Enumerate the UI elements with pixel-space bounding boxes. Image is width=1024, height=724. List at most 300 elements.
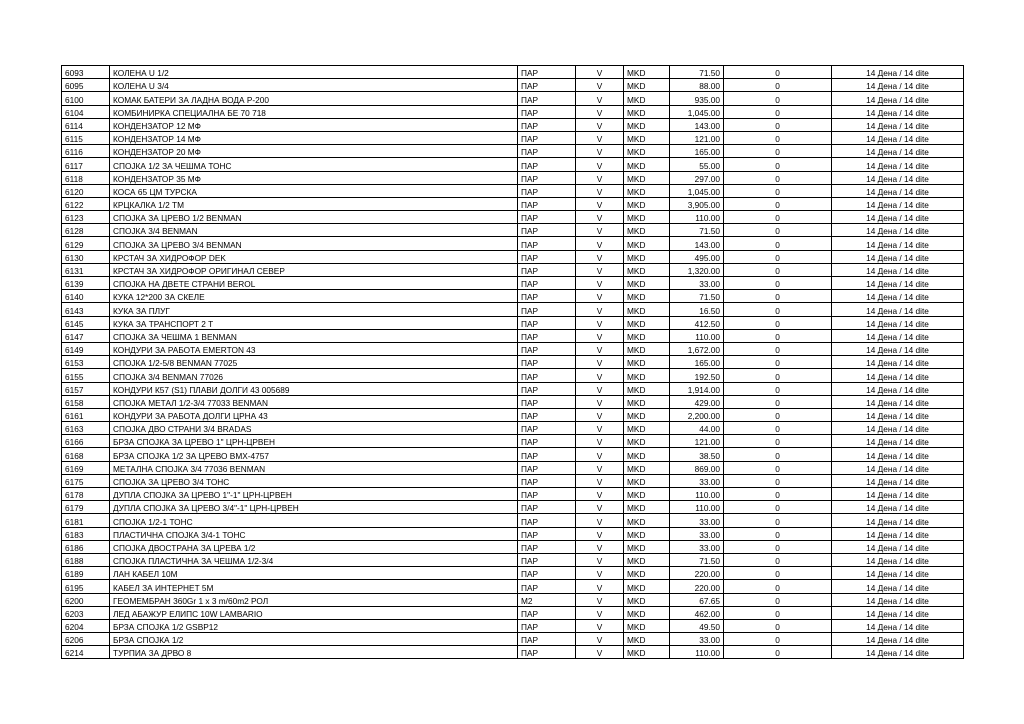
table-row	[62, 145, 964, 158]
item-code-cell: 6147	[62, 329, 110, 342]
item-name-cell: КОНДЕНЗАТОР 14 МФ	[110, 131, 518, 144]
item-name-cell: СПОЈКА 1/2-1 ТОНС	[110, 514, 518, 527]
table-row	[62, 211, 964, 224]
delivery-time-cell: 14 Дена / 14 dite	[832, 342, 964, 355]
vat-mark-cell: V	[576, 593, 624, 606]
item-name-cell: БРЗА СПОЈКА 1/2	[110, 633, 518, 646]
quantity-cell: 0	[724, 488, 832, 501]
currency-cell: MKD	[624, 79, 670, 92]
currency-cell: MKD	[624, 369, 670, 382]
table-row	[62, 184, 964, 197]
item-name-cell: СПОЈКА 1/2-5/8 BENMAN 77025	[110, 356, 518, 369]
unit-of-measure-cell: ПАР	[518, 145, 576, 158]
unit-price-cell: 110.00	[670, 211, 724, 224]
quantity-cell: 0	[724, 474, 832, 487]
currency-cell: MKD	[624, 224, 670, 237]
item-name-cell: СПОЈКА ДВОСТРАНА ЗА ЦРЕВА 1/2	[110, 540, 518, 553]
item-name-cell: КРСТАЧ ЗА ХИДРОФОР DEK	[110, 250, 518, 263]
item-code-cell: 6163	[62, 422, 110, 435]
unit-price-cell: 165.00	[670, 356, 724, 369]
delivery-time-cell: 14 Дена / 14 dite	[832, 408, 964, 421]
vat-mark-cell: V	[576, 105, 624, 118]
table-row	[62, 197, 964, 210]
unit-price-cell: 49.50	[670, 619, 724, 632]
unit-of-measure-cell: ПАР	[518, 197, 576, 210]
quantity-cell: 0	[724, 342, 832, 355]
vat-mark-cell: V	[576, 435, 624, 448]
vat-mark-cell: V	[576, 224, 624, 237]
unit-price-cell: 1,320.00	[670, 263, 724, 276]
delivery-time-cell: 14 Дена / 14 dite	[832, 316, 964, 329]
item-name-cell: ПЛАСТИЧНА СПОЈКА 3/4-1 ТОНС	[110, 527, 518, 540]
currency-cell: MKD	[624, 567, 670, 580]
item-name-cell: ДУПЛА СПОЈКА ЗА ЦРЕВО 3/4"-1" ЦРН-ЦРВЕН	[110, 501, 518, 514]
unit-of-measure-cell: ПАР	[518, 329, 576, 342]
delivery-time-cell: 14 Дена / 14 dite	[832, 435, 964, 448]
item-code-cell: 6153	[62, 356, 110, 369]
table-row	[62, 250, 964, 263]
currency-cell: MKD	[624, 606, 670, 619]
vat-mark-cell: V	[576, 527, 624, 540]
delivery-time-cell: 14 Дена / 14 dite	[832, 250, 964, 263]
delivery-time-cell: 14 Дена / 14 dite	[832, 448, 964, 461]
unit-of-measure-cell: ПАР	[518, 580, 576, 593]
unit-price-cell: 67.65	[670, 593, 724, 606]
unit-price-cell: 1,914.00	[670, 382, 724, 395]
item-code-cell: 6189	[62, 567, 110, 580]
item-name-cell: БРЗА СПОЈКА 1/2 ЗА ЦРЕВО BMX-4757	[110, 448, 518, 461]
unit-price-cell: 33.00	[670, 540, 724, 553]
item-name-cell: КОМБИНИРКА СПЕЦИАЛНА БЕ 70 718	[110, 105, 518, 118]
vat-mark-cell: V	[576, 646, 624, 659]
delivery-time-cell: 14 Дена / 14 dite	[832, 145, 964, 158]
table-row	[62, 540, 964, 553]
table-row	[62, 580, 964, 593]
item-name-cell: СПОЈКА ДВО СТРАНИ 3/4 BRADAS	[110, 422, 518, 435]
unit-price-cell: 110.00	[670, 646, 724, 659]
table-row	[62, 237, 964, 250]
quantity-cell: 0	[724, 211, 832, 224]
item-code-cell: 6143	[62, 303, 110, 316]
currency-cell: MKD	[624, 633, 670, 646]
table-row	[62, 303, 964, 316]
delivery-time-cell: 14 Дена / 14 dite	[832, 211, 964, 224]
table-row	[62, 105, 964, 118]
unit-price-cell: 220.00	[670, 580, 724, 593]
vat-mark-cell: V	[576, 171, 624, 184]
quantity-cell: 0	[724, 553, 832, 566]
item-name-cell: ТУРПИА ЗА ДРВО 8	[110, 646, 518, 659]
delivery-time-cell: 14 Дена / 14 dite	[832, 66, 964, 79]
delivery-time-cell: 14 Дена / 14 dite	[832, 118, 964, 131]
item-name-cell: СПОЈКА НА ДВЕТЕ СТРАНИ BEROL	[110, 277, 518, 290]
unit-of-measure-cell: ПАР	[518, 277, 576, 290]
unit-price-cell: 33.00	[670, 514, 724, 527]
currency-cell: MKD	[624, 448, 670, 461]
delivery-time-cell: 14 Дена / 14 dite	[832, 619, 964, 632]
currency-cell: MKD	[624, 461, 670, 474]
vat-mark-cell: V	[576, 66, 624, 79]
unit-price-cell: 121.00	[670, 435, 724, 448]
item-code-cell: 6178	[62, 488, 110, 501]
vat-mark-cell: V	[576, 211, 624, 224]
quantity-cell: 0	[724, 395, 832, 408]
table-row	[62, 158, 964, 171]
unit-price-cell: 71.50	[670, 290, 724, 303]
item-name-cell: КОНДЕНЗАТОР 12 МФ	[110, 118, 518, 131]
table-row	[62, 606, 964, 619]
quantity-cell: 0	[724, 237, 832, 250]
unit-of-measure-cell: ПАР	[518, 553, 576, 566]
currency-cell: MKD	[624, 553, 670, 566]
unit-price-cell: 143.00	[670, 237, 724, 250]
delivery-time-cell: 14 Дена / 14 dite	[832, 553, 964, 566]
quantity-cell: 0	[724, 277, 832, 290]
item-code-cell: 6158	[62, 395, 110, 408]
item-name-cell: КОНДЕНЗАТОР 35 МФ	[110, 171, 518, 184]
quantity-cell: 0	[724, 290, 832, 303]
delivery-time-cell: 14 Дена / 14 dite	[832, 606, 964, 619]
unit-price-cell: 429.00	[670, 395, 724, 408]
vat-mark-cell: V	[576, 461, 624, 474]
currency-cell: MKD	[624, 646, 670, 659]
price-list-table	[61, 65, 964, 659]
table-row	[62, 593, 964, 606]
item-name-cell: СПОЈКА ЗА ЦРЕВО 3/4 ТОНС	[110, 474, 518, 487]
table-row	[62, 461, 964, 474]
quantity-cell: 0	[724, 145, 832, 158]
table-row	[62, 422, 964, 435]
delivery-time-cell: 14 Дена / 14 dite	[832, 184, 964, 197]
delivery-time-cell: 14 Дена / 14 dite	[832, 474, 964, 487]
unit-price-cell: 192.50	[670, 369, 724, 382]
currency-cell: MKD	[624, 514, 670, 527]
delivery-time-cell: 14 Дена / 14 dite	[832, 527, 964, 540]
quantity-cell: 0	[724, 224, 832, 237]
delivery-time-cell: 14 Дена / 14 dite	[832, 514, 964, 527]
vat-mark-cell: V	[576, 580, 624, 593]
item-code-cell: 6115	[62, 131, 110, 144]
currency-cell: MKD	[624, 92, 670, 105]
item-name-cell: СПОЈКА ПЛАСТИЧНА ЗА ЧЕШМА 1/2-3/4	[110, 553, 518, 566]
item-code-cell: 6104	[62, 105, 110, 118]
table-row	[62, 567, 964, 580]
currency-cell: MKD	[624, 501, 670, 514]
vat-mark-cell: V	[576, 290, 624, 303]
vat-mark-cell: V	[576, 303, 624, 316]
currency-cell: MKD	[624, 382, 670, 395]
unit-of-measure-cell: ПАР	[518, 342, 576, 355]
vat-mark-cell: V	[576, 422, 624, 435]
item-name-cell: КУКА 12*200 ЗА СКЕЛЕ	[110, 290, 518, 303]
item-name-cell: КОСА 65 ЦМ ТУРСКА	[110, 184, 518, 197]
delivery-time-cell: 14 Дена / 14 dite	[832, 290, 964, 303]
currency-cell: MKD	[624, 593, 670, 606]
currency-cell: MKD	[624, 211, 670, 224]
quantity-cell: 0	[724, 540, 832, 553]
delivery-time-cell: 14 Дена / 14 dite	[832, 369, 964, 382]
currency-cell: MKD	[624, 118, 670, 131]
vat-mark-cell: V	[576, 342, 624, 355]
item-code-cell: 6128	[62, 224, 110, 237]
table-row	[62, 92, 964, 105]
table-row	[62, 118, 964, 131]
item-code-cell: 6206	[62, 633, 110, 646]
quantity-cell: 0	[724, 382, 832, 395]
quantity-cell: 0	[724, 606, 832, 619]
item-name-cell: СПОЈКА МЕТАЛ 1/2-3/4 77033 BENMAN	[110, 395, 518, 408]
table-row	[62, 435, 964, 448]
table-row	[62, 527, 964, 540]
item-code-cell: 6188	[62, 553, 110, 566]
table-row	[62, 316, 964, 329]
vat-mark-cell: V	[576, 369, 624, 382]
unit-of-measure-cell: ПАР	[518, 514, 576, 527]
quantity-cell: 0	[724, 408, 832, 421]
vat-mark-cell: V	[576, 488, 624, 501]
item-name-cell: СПОЈКА 3/4 BENMAN 77026	[110, 369, 518, 382]
currency-cell: MKD	[624, 171, 670, 184]
unit-of-measure-cell: ПАР	[518, 158, 576, 171]
vat-mark-cell: V	[576, 79, 624, 92]
unit-of-measure-cell: ПАР	[518, 474, 576, 487]
unit-price-cell: 3,905.00	[670, 197, 724, 210]
item-code-cell: 6123	[62, 211, 110, 224]
item-code-cell: 6204	[62, 619, 110, 632]
unit-price-cell: 495.00	[670, 250, 724, 263]
vat-mark-cell: V	[576, 514, 624, 527]
quantity-cell: 0	[724, 316, 832, 329]
unit-of-measure-cell: ПАР	[518, 422, 576, 435]
currency-cell: MKD	[624, 316, 670, 329]
currency-cell: MKD	[624, 435, 670, 448]
unit-of-measure-cell: ПАР	[518, 66, 576, 79]
quantity-cell: 0	[724, 619, 832, 632]
item-name-cell: БРЗА СПОЈКА ЗА ЦРЕВО 1" ЦРН-ЦРВЕН	[110, 435, 518, 448]
vat-mark-cell: V	[576, 553, 624, 566]
quantity-cell: 0	[724, 369, 832, 382]
unit-of-measure-cell: ПАР	[518, 501, 576, 514]
quantity-cell: 0	[724, 92, 832, 105]
unit-of-measure-cell: ПАР	[518, 448, 576, 461]
item-name-cell: КОЛЕНА U 1/2	[110, 66, 518, 79]
table-row	[62, 488, 964, 501]
item-name-cell: КОНДУРИ ЗА РАБОТА ДОЛГИ ЦРНА 43	[110, 408, 518, 421]
item-code-cell: 6155	[62, 369, 110, 382]
unit-price-cell: 462.00	[670, 606, 724, 619]
vat-mark-cell: V	[576, 501, 624, 514]
vat-mark-cell: V	[576, 474, 624, 487]
quantity-cell: 0	[724, 329, 832, 342]
quantity-cell: 0	[724, 171, 832, 184]
table-row	[62, 79, 964, 92]
quantity-cell: 0	[724, 66, 832, 79]
currency-cell: MKD	[624, 66, 670, 79]
item-name-cell: КУКА ЗА ПЛУГ	[110, 303, 518, 316]
unit-price-cell: 935.00	[670, 92, 724, 105]
unit-price-cell: 71.50	[670, 224, 724, 237]
vat-mark-cell: V	[576, 567, 624, 580]
unit-of-measure-cell: ПАР	[518, 131, 576, 144]
unit-of-measure-cell: ПАР	[518, 211, 576, 224]
vat-mark-cell: V	[576, 263, 624, 276]
quantity-cell: 0	[724, 303, 832, 316]
vat-mark-cell: V	[576, 184, 624, 197]
vat-mark-cell: V	[576, 540, 624, 553]
item-code-cell: 6131	[62, 263, 110, 276]
currency-cell: MKD	[624, 105, 670, 118]
unit-of-measure-cell: ПАР	[518, 92, 576, 105]
table-row	[62, 408, 964, 421]
unit-of-measure-cell: ПАР	[518, 408, 576, 421]
vat-mark-cell: V	[576, 250, 624, 263]
item-name-cell: БРЗА СПОЈКА 1/2 GSBP12	[110, 619, 518, 632]
currency-cell: MKD	[624, 488, 670, 501]
unit-of-measure-cell: ПАР	[518, 633, 576, 646]
table-row	[62, 646, 964, 659]
vat-mark-cell: V	[576, 395, 624, 408]
currency-cell: MKD	[624, 197, 670, 210]
currency-cell: MKD	[624, 184, 670, 197]
unit-price-cell: 1,045.00	[670, 105, 724, 118]
table-row	[62, 501, 964, 514]
item-name-cell: КАБЕЛ ЗА ИНТЕРНЕТ 5M	[110, 580, 518, 593]
delivery-time-cell: 14 Дена / 14 dite	[832, 461, 964, 474]
item-code-cell: 6161	[62, 408, 110, 421]
unit-of-measure-cell: ПАР	[518, 382, 576, 395]
vat-mark-cell: V	[576, 158, 624, 171]
currency-cell: MKD	[624, 474, 670, 487]
item-name-cell: СПОЈКА ЗА ЦРЕВО 3/4 BENMAN	[110, 237, 518, 250]
unit-price-cell: 71.50	[670, 553, 724, 566]
item-name-cell: СПОЈКА ЗА ЦРЕВО 1/2 BENMAN	[110, 211, 518, 224]
item-code-cell: 6203	[62, 606, 110, 619]
unit-price-cell: 16.50	[670, 303, 724, 316]
quantity-cell: 0	[724, 422, 832, 435]
unit-of-measure-cell: ПАР	[518, 224, 576, 237]
unit-of-measure-cell: M2	[518, 593, 576, 606]
unit-of-measure-cell: ПАР	[518, 646, 576, 659]
unit-of-measure-cell: ПАР	[518, 184, 576, 197]
vat-mark-cell: V	[576, 197, 624, 210]
delivery-time-cell: 14 Дена / 14 dite	[832, 237, 964, 250]
unit-of-measure-cell: ПАР	[518, 237, 576, 250]
item-name-cell: КОЛЕНА U 3/4	[110, 79, 518, 92]
currency-cell: MKD	[624, 408, 670, 421]
item-code-cell: 6175	[62, 474, 110, 487]
item-code-cell: 6168	[62, 448, 110, 461]
unit-price-cell: 71.50	[670, 66, 724, 79]
delivery-time-cell: 14 Дена / 14 dite	[832, 382, 964, 395]
currency-cell: MKD	[624, 158, 670, 171]
item-code-cell: 6093	[62, 66, 110, 79]
quantity-cell: 0	[724, 593, 832, 606]
unit-price-cell: 33.00	[670, 474, 724, 487]
unit-of-measure-cell: ПАР	[518, 290, 576, 303]
table-row	[62, 514, 964, 527]
currency-cell: MKD	[624, 237, 670, 250]
unit-of-measure-cell: ПАР	[518, 435, 576, 448]
currency-cell: MKD	[624, 290, 670, 303]
table-row	[62, 474, 964, 487]
item-code-cell: 6214	[62, 646, 110, 659]
vat-mark-cell: V	[576, 131, 624, 144]
unit-of-measure-cell: ПАР	[518, 118, 576, 131]
unit-of-measure-cell: ПАР	[518, 263, 576, 276]
item-code-cell: 6095	[62, 79, 110, 92]
vat-mark-cell: V	[576, 633, 624, 646]
unit-of-measure-cell: ПАР	[518, 356, 576, 369]
vat-mark-cell: V	[576, 277, 624, 290]
item-code-cell: 6118	[62, 171, 110, 184]
unit-price-cell: 220.00	[670, 567, 724, 580]
table-row	[62, 224, 964, 237]
table-row	[62, 290, 964, 303]
vat-mark-cell: V	[576, 92, 624, 105]
quantity-cell: 0	[724, 118, 832, 131]
unit-of-measure-cell: ПАР	[518, 461, 576, 474]
unit-of-measure-cell: ПАР	[518, 105, 576, 118]
currency-cell: MKD	[624, 145, 670, 158]
unit-price-cell: 1,045.00	[670, 184, 724, 197]
quantity-cell: 0	[724, 501, 832, 514]
item-name-cell: МЕТАЛНА СПОЈКА 3/4 77036 BENMAN	[110, 461, 518, 474]
delivery-time-cell: 14 Дена / 14 dite	[832, 329, 964, 342]
table-row	[62, 633, 964, 646]
quantity-cell: 0	[724, 356, 832, 369]
unit-of-measure-cell: ПАР	[518, 369, 576, 382]
table-row	[62, 329, 964, 342]
item-name-cell: ЛЕД АБАЖУР ЕЛИПС 10W LAMBARIO	[110, 606, 518, 619]
unit-price-cell: 88.00	[670, 79, 724, 92]
quantity-cell: 0	[724, 263, 832, 276]
delivery-time-cell: 14 Дена / 14 dite	[832, 488, 964, 501]
unit-price-cell: 412.50	[670, 316, 724, 329]
unit-price-cell: 110.00	[670, 488, 724, 501]
unit-price-cell: 33.00	[670, 633, 724, 646]
item-code-cell: 6149	[62, 342, 110, 355]
item-name-cell: КОНДЕНЗАТОР 20 МФ	[110, 145, 518, 158]
delivery-time-cell: 14 Дена / 14 dite	[832, 158, 964, 171]
quantity-cell: 0	[724, 184, 832, 197]
delivery-time-cell: 14 Дена / 14 dite	[832, 540, 964, 553]
table-row	[62, 395, 964, 408]
item-code-cell: 6114	[62, 118, 110, 131]
item-code-cell: 6120	[62, 184, 110, 197]
table-row	[62, 131, 964, 144]
item-code-cell: 6166	[62, 435, 110, 448]
quantity-cell: 0	[724, 514, 832, 527]
quantity-cell: 0	[724, 567, 832, 580]
delivery-time-cell: 14 Дена / 14 dite	[832, 633, 964, 646]
quantity-cell: 0	[724, 461, 832, 474]
item-name-cell: ЛАН КАБЕЛ 10M	[110, 567, 518, 580]
unit-of-measure-cell: ПАР	[518, 567, 576, 580]
item-code-cell: 6169	[62, 461, 110, 474]
delivery-time-cell: 14 Дена / 14 dite	[832, 580, 964, 593]
vat-mark-cell: V	[576, 408, 624, 421]
item-code-cell: 6140	[62, 290, 110, 303]
table-row	[62, 382, 964, 395]
item-code-cell: 6195	[62, 580, 110, 593]
delivery-time-cell: 14 Дена / 14 dite	[832, 105, 964, 118]
item-code-cell: 6130	[62, 250, 110, 263]
vat-mark-cell: V	[576, 382, 624, 395]
unit-of-measure-cell: ПАР	[518, 488, 576, 501]
table-row	[62, 619, 964, 632]
item-code-cell: 6129	[62, 237, 110, 250]
unit-price-cell: 110.00	[670, 501, 724, 514]
